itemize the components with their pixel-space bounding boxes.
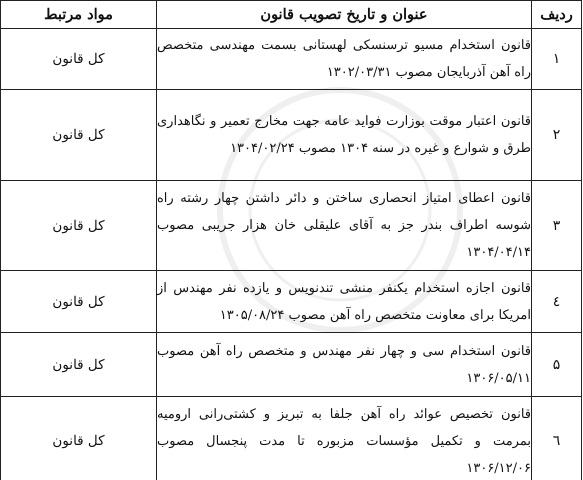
related-articles: کل قانون (1, 271, 157, 333)
header-related-articles: مواد مرتبط (1, 1, 157, 29)
law-title: قانون اعتبار موقت بوزارت فواید عامه جهت مخارج تعمیر و نگاهداری طرق و شوارع و غیره در سنه ۱۳۰۴ مصوب ۱۳۰۴/۰۲/۲۴ (157, 90, 532, 181)
table-row (1, 333, 582, 397)
row-number: ۱ (532, 29, 582, 90)
related-articles: کل قانون (1, 181, 157, 271)
law-title: قانون اجازه استخدام یکنفر منشی تندنویس و یازده نفر مهندس از امریکا برای معاونت متخصص راه آهن مصوب ۱۳۰۵/۰۸/۲۴ (157, 271, 532, 333)
row-number: ۵ (532, 333, 582, 397)
related-articles: کل قانون (1, 397, 157, 480)
header-row-number: ردیف (532, 1, 582, 29)
row-number: ٤ (532, 271, 582, 333)
table-row (1, 90, 582, 181)
table-row (1, 397, 582, 480)
law-title: قانون استخدام مسیو ترسنسکی لهستانی بسمت مهندسی متخصص راه آهن آذربایجان مصوب ۱۳۰۲/۰۳/۳۱ (157, 29, 532, 90)
table-row (1, 29, 582, 90)
row-number: ۳ (532, 181, 582, 271)
law-title: قانون استخدام سی و چهار نفر مهندس و متخصص راه آهن مصوب ۱۳۰۶/۰۵/۱۱ (157, 333, 532, 397)
related-articles: کل قانون (1, 333, 157, 397)
table-header-row (1, 1, 582, 29)
row-number: ۲ (532, 90, 582, 181)
law-title: قانون اعطای امتیاز انحصاری ساختن و دائر داشتن چهار رشته راه شوسه اطراف بندر جز به آقای علیقلی خان هزار جریبی مصوب ۱۳۰۴/۰۴/۱۴ (157, 181, 532, 271)
header-title-date: عنوان و تاریخ تصویب قانون (157, 1, 532, 29)
table-row (1, 181, 582, 271)
table-row (1, 271, 582, 333)
row-number: ٦ (532, 397, 582, 480)
law-title: قانون تخصیص عوائد راه آهن جلفا به تبریز و کشتی‌رانی ارومیه بمرمت و تکمیل مؤسسات مزبوره تا مدت پنجسال مصوب ۱۳۰۶/۱۲/۰۶ (157, 397, 532, 480)
related-articles: کل قانون (1, 90, 157, 181)
related-articles: کل قانون (1, 29, 157, 90)
